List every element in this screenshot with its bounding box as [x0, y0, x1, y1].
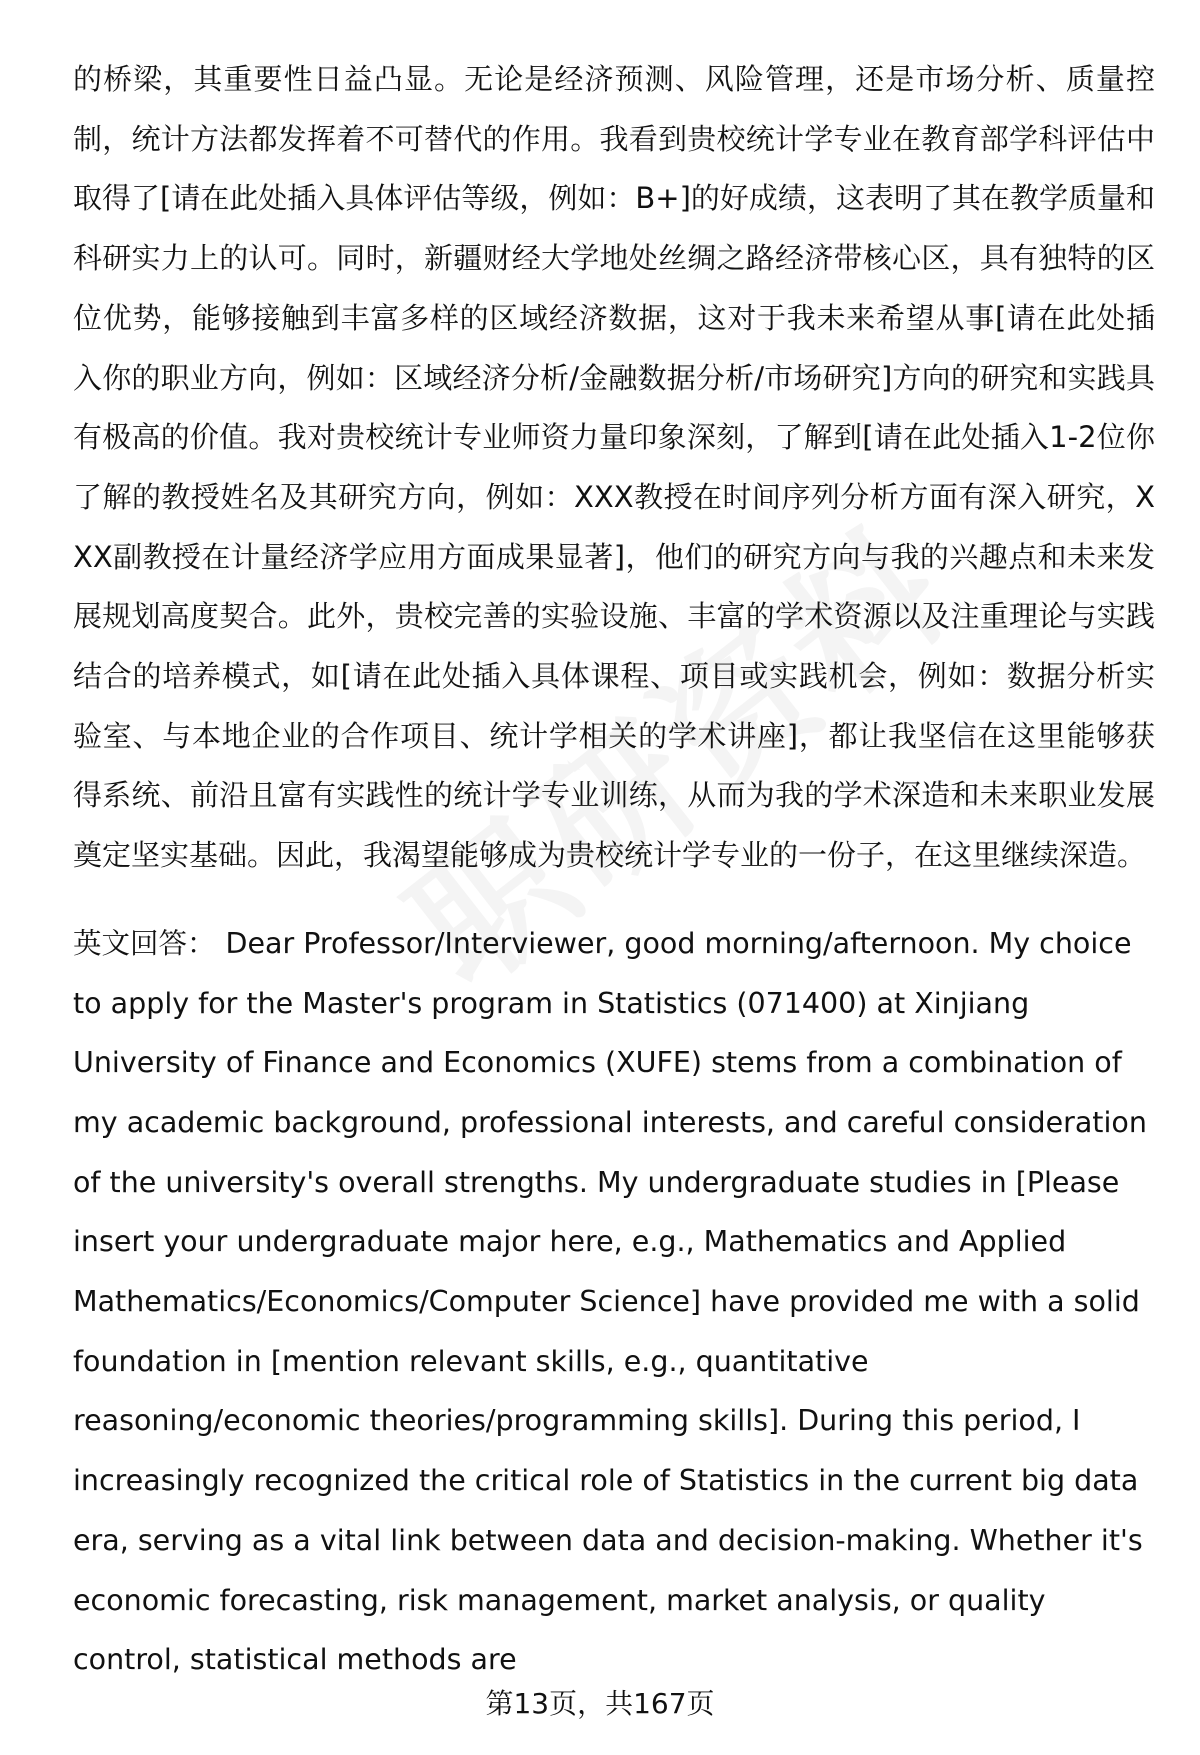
english-answer-text: Dear Professor/Interviewer, good morning/afternoon. My choice to apply for the Master's program in Statistics (071400) at Xinjiang University of Finance and Economics (XUFE) stems from a combination of my academic background, professional interests, and careful consideration of the university's overall strengths. My undergraduate studies in [Please insert your undergraduate major here, e.g., Mathematics and Applied Mathematics/Economics/Computer Science] have provided me with a solid foundation in [mention relevant skills, e.g., quantitative reasoning/economic theories/programming skills]. During this period, I increasingly recognized the critical role of Statistics in the current big data era, serving as a vital link between data and decision-making. Whether it's economic forecasting, risk management, market analysis, or quality control, statistical methods are	[73, 926, 1147, 1677]
page-number-footer: 第13页，共167页	[485, 1687, 715, 1720]
document-body	[73, 50, 1155, 1690]
english-answer-label: 英文回答：	[73, 926, 216, 960]
chinese-answer-paragraph: 的桥梁，其重要性日益凸显。无论是经济预测、风险管理，还是市场分析、质量控制，统计方法都发挥着不可替代的作用。我看到贵校统计学专业在教育部学科评估中取得了[请在此处插入具体评估等级，例如：B+]的好成绩，这表明了其在教学质量和科研实力上的认可。同时，新疆财经大学地处丝绸之路经济带核心区，具有独特的区位优势，能够接触到丰富多样的区域经济数据，这对于我未来希望从事[请在此处插入你的职业方向，例如：区域经济分析/金融数据分析/市场研究]方向的研究和实践具有极高的价值。我对贵校统计专业师资力量印象深刻，了解到[请在此处插入1-2位你了解的教授姓名及其研究方向，例如：XXX教授在时间序列分析方面有深入研究，XXX副教授在计量经济学应用方面成果显著]，他们的研究方向与我的兴趣点和未来发展规划高度契合。此外，贵校完善的实验设施、丰富的学术资源以及注重理论与实践结合的培养模式，如[请在此处插入具体课程、项目或实践机会，例如：数据分析实验室、与本地企业的合作项目、统计学相关的学术讲座]，都让我坚信在这里能够获得系统、前沿且富有实践性的统计学专业训练，从而为我的学术深造和未来职业发展奠定坚实基础。因此，我渴望能够成为贵校统计学专业的一份子，在这里继续深造。	[73, 62, 1155, 873]
english-answer-paragraph	[73, 914, 1155, 1690]
